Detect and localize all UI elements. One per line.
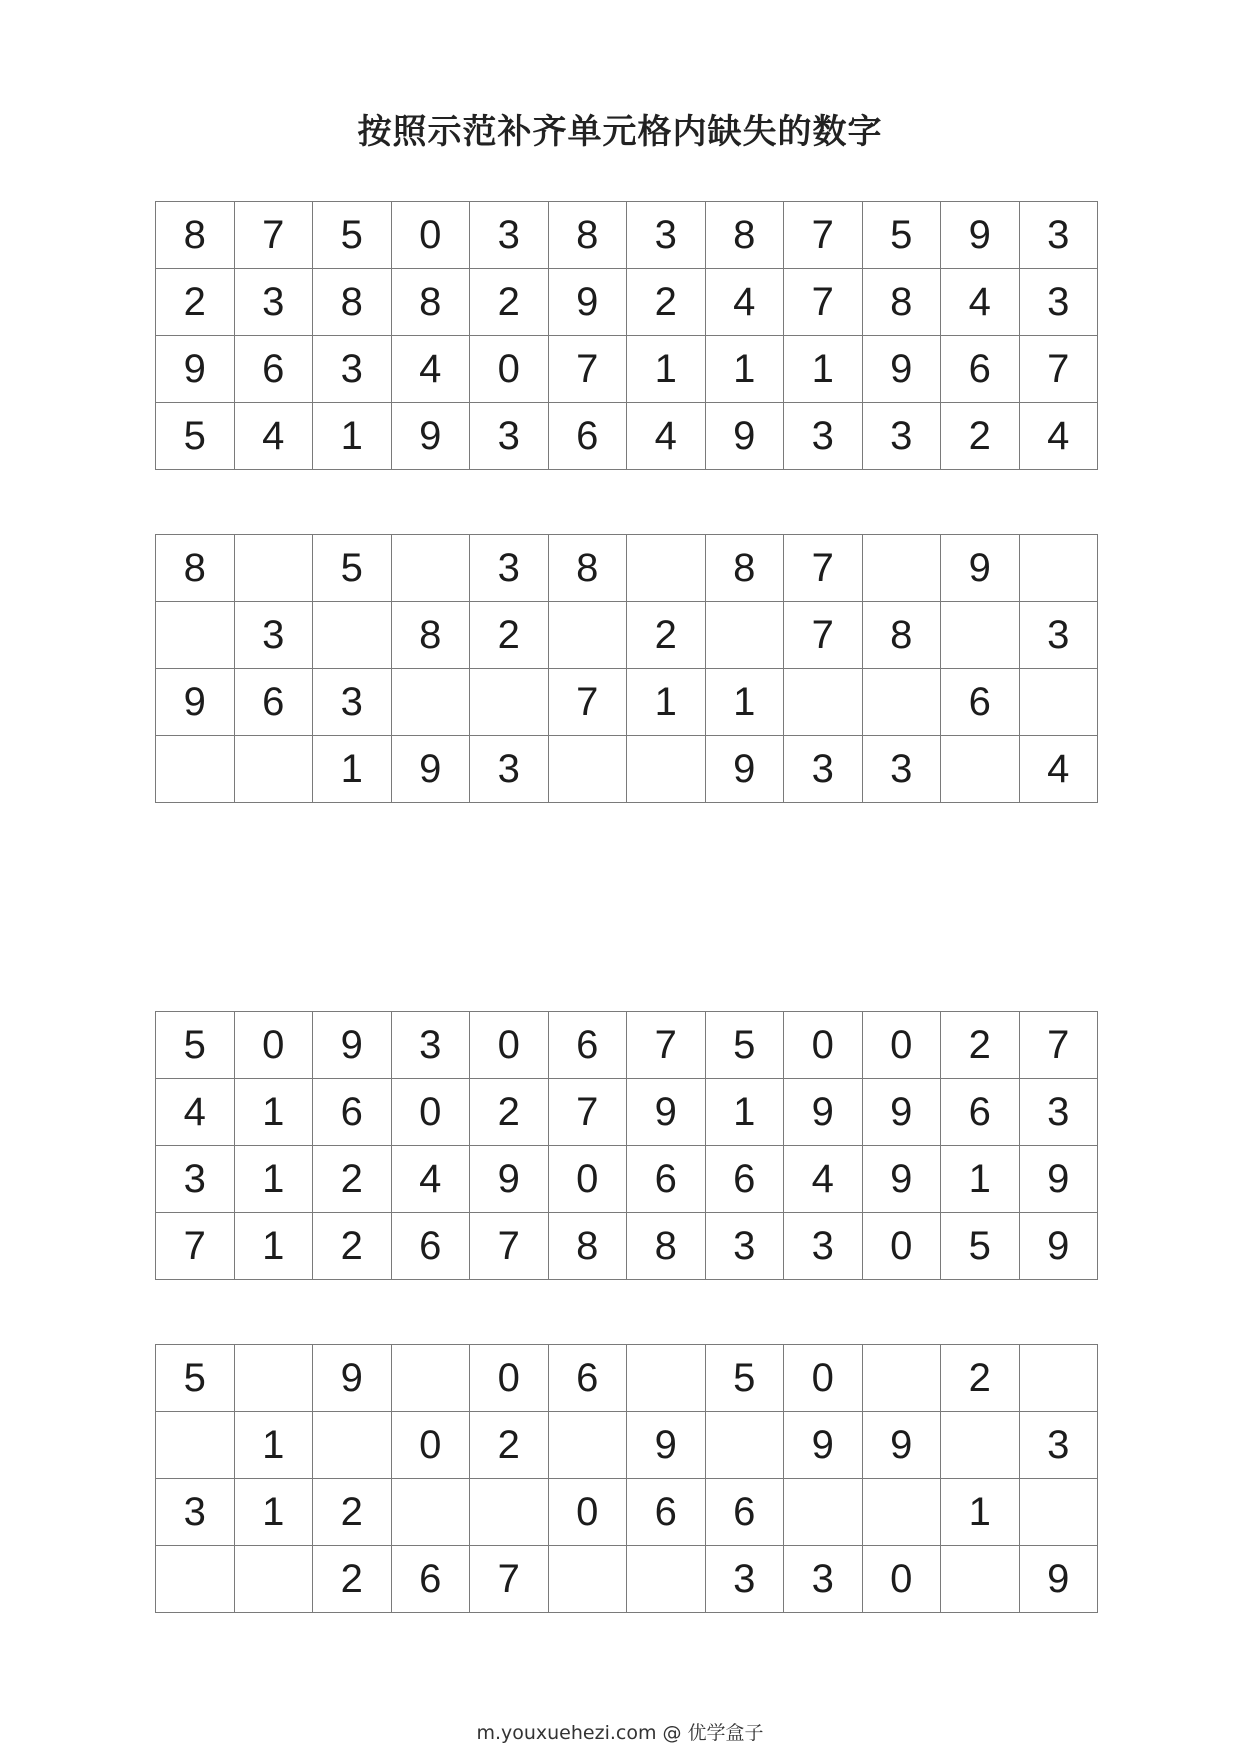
example-cell: 1	[784, 336, 863, 403]
exercise-cell[interactable]	[391, 1345, 470, 1412]
example-cell: 0	[784, 1012, 863, 1079]
exercise-cell[interactable]	[862, 1479, 941, 1546]
exercise-cell: 3	[234, 602, 313, 669]
grid-row	[156, 535, 1098, 602]
exercise-cell: 6	[705, 1479, 784, 1546]
exercise-cell: 3	[470, 535, 549, 602]
exercise-cell: 0	[391, 1412, 470, 1479]
exercise-cell: 9	[627, 1412, 706, 1479]
example-cell: 3	[470, 403, 549, 470]
exercise-cell: 3	[784, 736, 863, 803]
exercise-cell[interactable]	[627, 736, 706, 803]
exercise-cell: 7	[548, 669, 627, 736]
example-cell: 2	[941, 403, 1020, 470]
example-cell: 8	[313, 269, 392, 336]
example-cell: 5	[705, 1012, 784, 1079]
example-cell: 8	[627, 1213, 706, 1280]
example-cell: 4	[391, 336, 470, 403]
exercise-cell[interactable]	[1019, 535, 1098, 602]
example-cell: 2	[156, 269, 235, 336]
exercise-cell: 6	[627, 1479, 706, 1546]
example-cell: 2	[313, 1146, 392, 1213]
grid-row	[156, 1079, 1098, 1146]
exercise-cell: 0	[470, 1345, 549, 1412]
grid-row	[156, 202, 1098, 269]
exercise-cell[interactable]	[156, 736, 235, 803]
example-cell: 1	[234, 1213, 313, 1280]
exercise-cell: 2	[313, 1479, 392, 1546]
exercise-cell: 9	[705, 736, 784, 803]
example-cell: 3	[1019, 269, 1098, 336]
example-cell: 0	[391, 1079, 470, 1146]
example-cell: 0	[862, 1012, 941, 1079]
example-cell: 4	[705, 269, 784, 336]
exercise-cell: 8	[862, 602, 941, 669]
example-cell: 1	[234, 1079, 313, 1146]
example-cell: 6	[941, 1079, 1020, 1146]
exercise-cell: 9	[313, 1345, 392, 1412]
example-cell: 5	[156, 403, 235, 470]
exercise-cell: 2	[470, 602, 549, 669]
grid-row	[156, 736, 1098, 803]
exercise-cell: 9	[941, 535, 1020, 602]
exercise-cell: 5	[705, 1345, 784, 1412]
example-cell: 4	[784, 1146, 863, 1213]
exercise-cell: 9	[1019, 1546, 1098, 1613]
grid-row	[156, 1479, 1098, 1546]
exercise-cell: 2	[313, 1546, 392, 1613]
exercise-cell: 0	[548, 1479, 627, 1546]
example-cell: 0	[234, 1012, 313, 1079]
example-cell: 6	[391, 1213, 470, 1280]
grid-row	[156, 1012, 1098, 1079]
example-cell: 9	[705, 403, 784, 470]
example-cell: 6	[548, 1012, 627, 1079]
exercise-cell: 2	[941, 1345, 1020, 1412]
exercise-cell[interactable]	[1019, 1479, 1098, 1546]
example-cell: 0	[470, 1012, 549, 1079]
example-cell: 3	[784, 403, 863, 470]
exercise-cell[interactable]	[391, 669, 470, 736]
exercise-cell[interactable]	[470, 1479, 549, 1546]
example-cell: 0	[548, 1146, 627, 1213]
exercise-cell: 7	[784, 602, 863, 669]
example-cell: 8	[862, 269, 941, 336]
example-cell: 8	[705, 202, 784, 269]
exercise-grid-1	[155, 534, 1098, 803]
example-cell: 5	[156, 1012, 235, 1079]
example-cell: 6	[234, 336, 313, 403]
example-cell: 9	[313, 1012, 392, 1079]
exercise-cell[interactable]	[548, 602, 627, 669]
grid-row	[156, 1146, 1098, 1213]
example-cell: 9	[784, 1079, 863, 1146]
exercise-cell: 9	[862, 1412, 941, 1479]
exercise-cell: 3	[862, 736, 941, 803]
exercise-cell: 1	[234, 1412, 313, 1479]
example-cell: 1	[313, 403, 392, 470]
example-cell: 7	[1019, 1012, 1098, 1079]
exercise-cell[interactable]	[941, 602, 1020, 669]
exercise-grid-2	[155, 1344, 1098, 1613]
example-cell: 7	[234, 202, 313, 269]
exercise-cell: 3	[784, 1546, 863, 1613]
grid-row	[156, 1546, 1098, 1613]
exercise-cell: 2	[627, 602, 706, 669]
exercise-cell[interactable]	[156, 1412, 235, 1479]
exercise-cell[interactable]	[156, 602, 235, 669]
exercise-cell: 6	[941, 669, 1020, 736]
exercise-cell[interactable]	[627, 535, 706, 602]
exercise-cell: 7	[784, 535, 863, 602]
grid-row	[156, 1412, 1098, 1479]
exercise-cell[interactable]	[1019, 1345, 1098, 1412]
example-cell: 9	[862, 1146, 941, 1213]
example-cell: 5	[862, 202, 941, 269]
exercise-cell[interactable]	[313, 602, 392, 669]
example-cell: 9	[627, 1079, 706, 1146]
example-cell: 7	[784, 269, 863, 336]
example-cell: 6	[705, 1146, 784, 1213]
example-cell: 3	[156, 1146, 235, 1213]
example-cell: 3	[1019, 1079, 1098, 1146]
example-cell: 1	[627, 336, 706, 403]
grid-row	[156, 336, 1098, 403]
example-cell: 3	[627, 202, 706, 269]
exercise-cell[interactable]	[234, 736, 313, 803]
exercise-cell: 1	[313, 736, 392, 803]
exercise-cell[interactable]	[234, 535, 313, 602]
exercise-cell: 6	[548, 1345, 627, 1412]
exercise-cell: 6	[234, 669, 313, 736]
example-cell: 3	[391, 1012, 470, 1079]
example-cell: 3	[862, 403, 941, 470]
grid-row	[156, 669, 1098, 736]
exercise-cell[interactable]	[941, 1546, 1020, 1613]
grid-row	[156, 602, 1098, 669]
exercise-cell[interactable]	[313, 1412, 392, 1479]
exercise-cell[interactable]	[784, 1479, 863, 1546]
exercise-cell: 9	[784, 1412, 863, 1479]
exercise-cell: 1	[941, 1479, 1020, 1546]
example-cell: 4	[391, 1146, 470, 1213]
exercise-cell[interactable]	[234, 1546, 313, 1613]
example-cell: 6	[548, 403, 627, 470]
grid-row	[156, 1213, 1098, 1280]
example-cell: 9	[470, 1146, 549, 1213]
exercise-cell[interactable]	[391, 1479, 470, 1546]
example-cell: 7	[1019, 336, 1098, 403]
exercise-cell[interactable]	[862, 535, 941, 602]
exercise-cell: 3	[156, 1479, 235, 1546]
example-cell: 9	[1019, 1146, 1098, 1213]
exercise-cell: 3	[470, 736, 549, 803]
example-cell: 7	[548, 336, 627, 403]
example-cell: 2	[627, 269, 706, 336]
example-cell: 3	[705, 1213, 784, 1280]
example-cell: 8	[548, 202, 627, 269]
exercise-cell[interactable]	[548, 1546, 627, 1613]
example-cell: 9	[862, 336, 941, 403]
page-title: 按照示范补齐单元格内缺失的数字	[357, 112, 883, 152]
example-cell: 5	[941, 1213, 1020, 1280]
exercise-cell: 3	[1019, 1412, 1098, 1479]
exercise-cell: 3	[1019, 602, 1098, 669]
example-cell: 7	[470, 1213, 549, 1280]
example-cell: 0	[470, 336, 549, 403]
example-cell: 3	[234, 269, 313, 336]
example-cell: 7	[548, 1079, 627, 1146]
example-cell: 0	[391, 202, 470, 269]
exercise-cell[interactable]	[705, 602, 784, 669]
example-cell: 3	[470, 202, 549, 269]
example-grid-1	[155, 201, 1098, 470]
example-cell: 0	[862, 1213, 941, 1280]
example-cell: 3	[1019, 202, 1098, 269]
exercise-cell[interactable]	[548, 736, 627, 803]
exercise-cell: 1	[627, 669, 706, 736]
exercise-cell[interactable]	[548, 1412, 627, 1479]
grid-row	[156, 269, 1098, 336]
example-cell: 3	[784, 1213, 863, 1280]
example-cell: 2	[470, 1079, 549, 1146]
exercise-cell: 3	[705, 1546, 784, 1613]
example-cell: 1	[234, 1146, 313, 1213]
exercise-cell: 0	[862, 1546, 941, 1613]
grid-row	[156, 1345, 1098, 1412]
exercise-cell: 1	[234, 1479, 313, 1546]
exercise-cell: 6	[391, 1546, 470, 1613]
example-cell: 6	[313, 1079, 392, 1146]
exercise-cell[interactable]	[156, 1546, 235, 1613]
example-cell: 9	[1019, 1213, 1098, 1280]
exercise-cell: 5	[313, 535, 392, 602]
exercise-cell: 3	[313, 669, 392, 736]
exercise-cell: 7	[470, 1546, 549, 1613]
grid-row	[156, 403, 1098, 470]
exercise-cell[interactable]	[862, 1345, 941, 1412]
example-cell: 1	[941, 1146, 1020, 1213]
example-cell: 2	[313, 1213, 392, 1280]
exercise-cell[interactable]	[784, 669, 863, 736]
exercise-cell[interactable]	[627, 1345, 706, 1412]
example-cell: 7	[627, 1012, 706, 1079]
exercise-cell[interactable]	[1019, 669, 1098, 736]
exercise-cell: 9	[391, 736, 470, 803]
exercise-cell[interactable]	[391, 535, 470, 602]
exercise-cell: 1	[705, 669, 784, 736]
exercise-cell: 2	[470, 1412, 549, 1479]
example-cell: 8	[391, 269, 470, 336]
example-cell: 5	[313, 202, 392, 269]
exercise-cell[interactable]	[862, 669, 941, 736]
exercise-cell: 5	[156, 1345, 235, 1412]
footer-watermark: m.youxuehezi.com @ 优学盒子	[476, 1722, 764, 1744]
exercise-cell: 8	[705, 535, 784, 602]
exercise-cell: 8	[156, 535, 235, 602]
example-cell: 4	[627, 403, 706, 470]
example-cell: 9	[391, 403, 470, 470]
example-cell: 6	[627, 1146, 706, 1213]
example-cell: 4	[156, 1079, 235, 1146]
exercise-cell[interactable]	[941, 1412, 1020, 1479]
exercise-cell[interactable]	[470, 669, 549, 736]
exercise-cell: 8	[548, 535, 627, 602]
exercise-cell[interactable]	[234, 1345, 313, 1412]
exercise-cell[interactable]	[627, 1546, 706, 1613]
example-cell: 9	[941, 202, 1020, 269]
example-grid-2	[155, 1011, 1098, 1280]
example-cell: 7	[156, 1213, 235, 1280]
example-cell: 6	[941, 336, 1020, 403]
example-cell: 9	[862, 1079, 941, 1146]
exercise-cell: 4	[1019, 736, 1098, 803]
example-cell: 2	[470, 269, 549, 336]
example-cell: 1	[705, 1079, 784, 1146]
exercise-cell: 9	[156, 669, 235, 736]
example-cell: 4	[1019, 403, 1098, 470]
example-cell: 9	[156, 336, 235, 403]
example-cell: 8	[156, 202, 235, 269]
example-cell: 8	[548, 1213, 627, 1280]
example-cell: 4	[941, 269, 1020, 336]
exercise-cell[interactable]	[941, 736, 1020, 803]
example-cell: 9	[548, 269, 627, 336]
example-cell: 1	[705, 336, 784, 403]
exercise-cell: 0	[784, 1345, 863, 1412]
example-cell: 4	[234, 403, 313, 470]
example-cell: 7	[784, 202, 863, 269]
example-cell: 2	[941, 1012, 1020, 1079]
example-cell: 3	[313, 336, 392, 403]
exercise-cell[interactable]	[705, 1412, 784, 1479]
exercise-cell: 8	[391, 602, 470, 669]
